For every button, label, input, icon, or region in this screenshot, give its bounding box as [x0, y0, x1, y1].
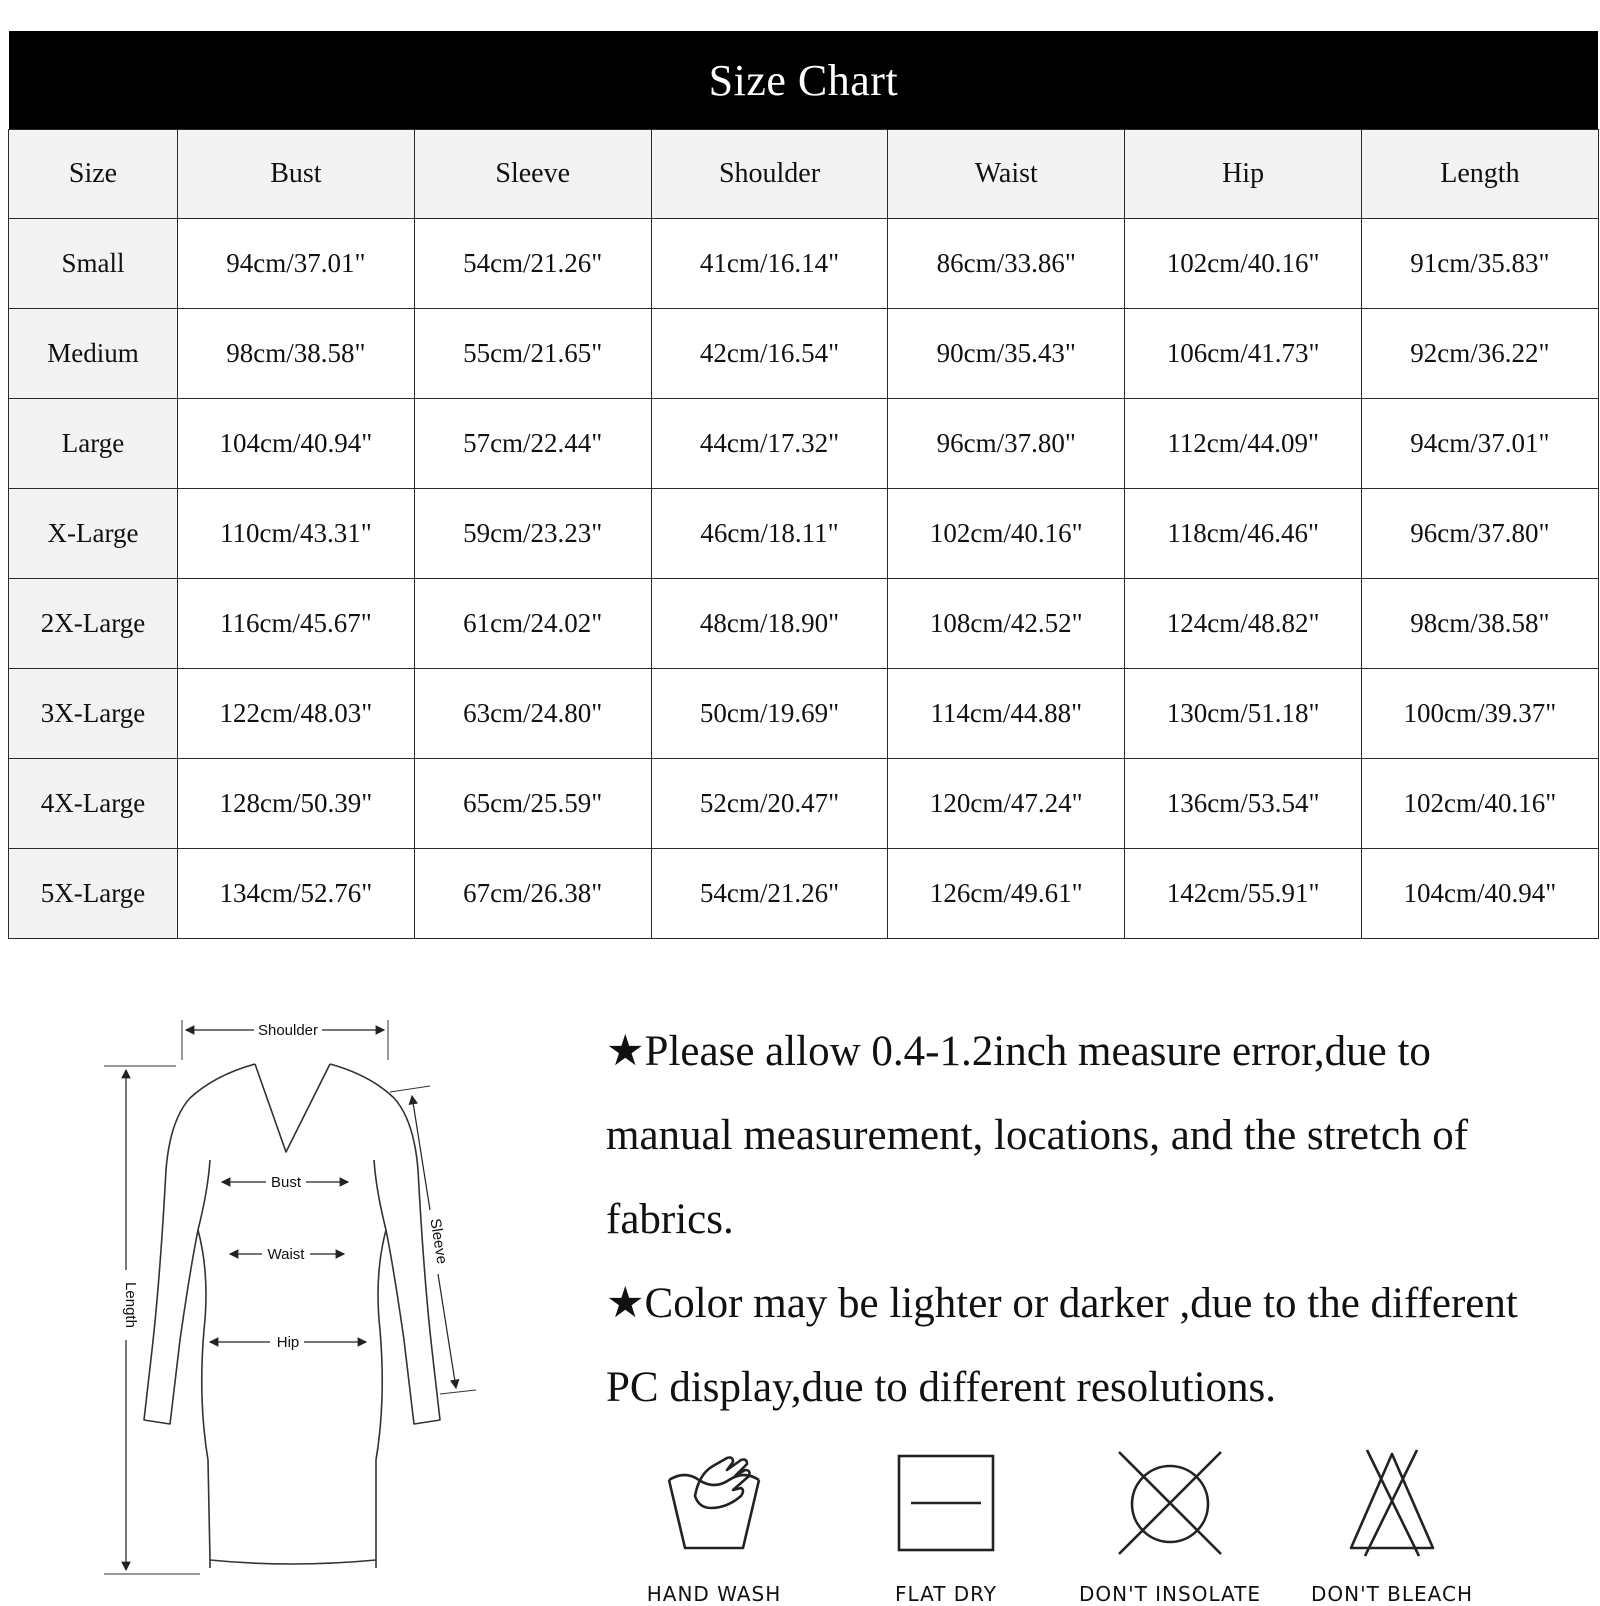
measurement-cell: 110cm/43.31": [178, 489, 415, 579]
care-label-dont-bleach: DON'T BLEACH: [1310, 1582, 1473, 1606]
measurement-cell: 116cm/45.67": [178, 579, 415, 669]
table-row: [9, 759, 1599, 849]
measurement-cell: 67cm/26.38": [414, 849, 651, 939]
care-dont-bleach: [1272, 1440, 1512, 1606]
measurement-cell: 92cm/36.22": [1361, 309, 1598, 399]
measurement-cell: 102cm/40.16": [1125, 219, 1362, 309]
size-cell: 5X-Large: [9, 849, 178, 939]
measurement-cell: 102cm/40.16": [1361, 759, 1598, 849]
measurement-cell: 100cm/39.37": [1361, 669, 1598, 759]
column-header-hip: Hip: [1125, 130, 1362, 219]
column-header-size: Size: [9, 130, 178, 219]
table-row: [9, 399, 1599, 489]
measurement-cell: 114cm/44.88": [888, 669, 1125, 759]
column-header-bust: Bust: [178, 130, 415, 219]
table-row: [9, 669, 1599, 759]
note-measure-error: ★Please allow 0.4-1.2inch measure error,due to manual measurement, locations, and the stretch of fabrics.: [606, 1028, 1469, 1243]
bust-label: Bust: [270, 1174, 302, 1191]
size-cell: 4X-Large: [9, 759, 178, 849]
measurement-cell: 96cm/37.80": [1361, 489, 1598, 579]
measurement-cell: 96cm/37.80": [888, 399, 1125, 489]
measurement-cell: 108cm/42.52": [888, 579, 1125, 669]
measurement-cell: 98cm/38.58": [1361, 579, 1598, 669]
garment-measurement-diagram: [90, 1020, 510, 1600]
measurement-cell: 120cm/47.24": [888, 759, 1125, 849]
measurement-cell: 48cm/18.90": [651, 579, 888, 669]
measurement-cell: 59cm/23.23": [414, 489, 651, 579]
size-cell: X-Large: [9, 489, 178, 579]
length-label: Length: [122, 1282, 139, 1328]
size-chart-table: [8, 31, 1599, 939]
measurement-cell: 52cm/20.47": [651, 759, 888, 849]
measurement-cell: 112cm/44.09": [1125, 399, 1362, 489]
dont-bleach-icon: [1327, 1440, 1457, 1570]
care-label-dont-insolate: DON'T INSOLATE: [1078, 1582, 1262, 1606]
waist-label: Waist: [267, 1246, 305, 1263]
measurement-cell: 91cm/35.83": [1361, 219, 1598, 309]
size-cell: Small: [9, 219, 178, 309]
size-cell: Medium: [9, 309, 178, 399]
column-header-waist: Waist: [888, 130, 1125, 219]
measurement-cell: 55cm/21.65": [414, 309, 651, 399]
measurement-cell: 128cm/50.39": [178, 759, 415, 849]
measurement-cell: 104cm/40.94": [178, 399, 415, 489]
care-flat-dry: [826, 1440, 1066, 1606]
shoulder-label: Shoulder: [257, 1022, 319, 1039]
measurement-cell: 90cm/35.43": [888, 309, 1125, 399]
measurement-cell: 41cm/16.14": [651, 219, 888, 309]
flat-dry-icon: [881, 1440, 1011, 1570]
notes-block: [606, 1010, 1566, 1430]
measurement-cell: 94cm/37.01": [1361, 399, 1598, 489]
measurement-cell: 134cm/52.76": [178, 849, 415, 939]
column-header-sleeve: Sleeve: [414, 130, 651, 219]
hand-wash-icon: [649, 1440, 779, 1570]
measurement-cell: 86cm/33.86": [888, 219, 1125, 309]
measurement-cell: 54cm/21.26": [651, 849, 888, 939]
measurement-cell: 142cm/55.91": [1125, 849, 1362, 939]
measurement-cell: 130cm/51.18": [1125, 669, 1362, 759]
size-cell: 3X-Large: [9, 669, 178, 759]
care-dont-insolate: [1050, 1440, 1290, 1606]
measurement-cell: 50cm/19.69": [651, 669, 888, 759]
measurement-cell: 63cm/24.80": [414, 669, 651, 759]
note-color: ★Color may be lighter or darker ,due to the different PC display,due to different resolutions.: [606, 1280, 1518, 1411]
dont-insolate-icon: [1105, 1440, 1235, 1570]
measurement-cell: 44cm/17.32": [651, 399, 888, 489]
care-hand-wash: [594, 1440, 834, 1606]
column-header-length: Length: [1361, 130, 1598, 219]
care-label-hand-wash: HAND WASH: [646, 1582, 782, 1606]
measurement-cell: 102cm/40.16": [888, 489, 1125, 579]
table-row: [9, 579, 1599, 669]
measurement-cell: 46cm/18.11": [651, 489, 888, 579]
table-row: [9, 219, 1599, 309]
hip-label: Hip: [276, 1334, 300, 1351]
care-label-flat-dry: FLAT DRY: [894, 1582, 998, 1606]
measurement-cell: 106cm/41.73": [1125, 309, 1362, 399]
measurement-cell: 98cm/38.58": [178, 309, 415, 399]
table-row: [9, 849, 1599, 939]
table-header-row: [9, 130, 1599, 219]
measurement-cell: 104cm/40.94": [1361, 849, 1598, 939]
table-row: [9, 309, 1599, 399]
measurement-cell: 124cm/48.82": [1125, 579, 1362, 669]
measurement-cell: 57cm/22.44": [414, 399, 651, 489]
sleeve-label: Sleeve: [426, 1217, 451, 1266]
measurement-cell: 118cm/46.46": [1125, 489, 1362, 579]
size-cell: Large: [9, 399, 178, 489]
size-cell: 2X-Large: [9, 579, 178, 669]
measurement-cell: 94cm/37.01": [178, 219, 415, 309]
size-chart-title: Size Chart: [9, 31, 1599, 130]
column-header-shoulder: Shoulder: [651, 130, 888, 219]
measurement-cell: 61cm/24.02": [414, 579, 651, 669]
measurement-cell: 42cm/16.54": [651, 309, 888, 399]
measurement-cell: 54cm/21.26": [414, 219, 651, 309]
measurement-cell: 136cm/53.54": [1125, 759, 1362, 849]
dress-outline: [144, 1064, 440, 1568]
measurement-cell: 126cm/49.61": [888, 849, 1125, 939]
measurement-cell: 65cm/25.59": [414, 759, 651, 849]
table-row: [9, 489, 1599, 579]
measurement-cell: 122cm/48.03": [178, 669, 415, 759]
